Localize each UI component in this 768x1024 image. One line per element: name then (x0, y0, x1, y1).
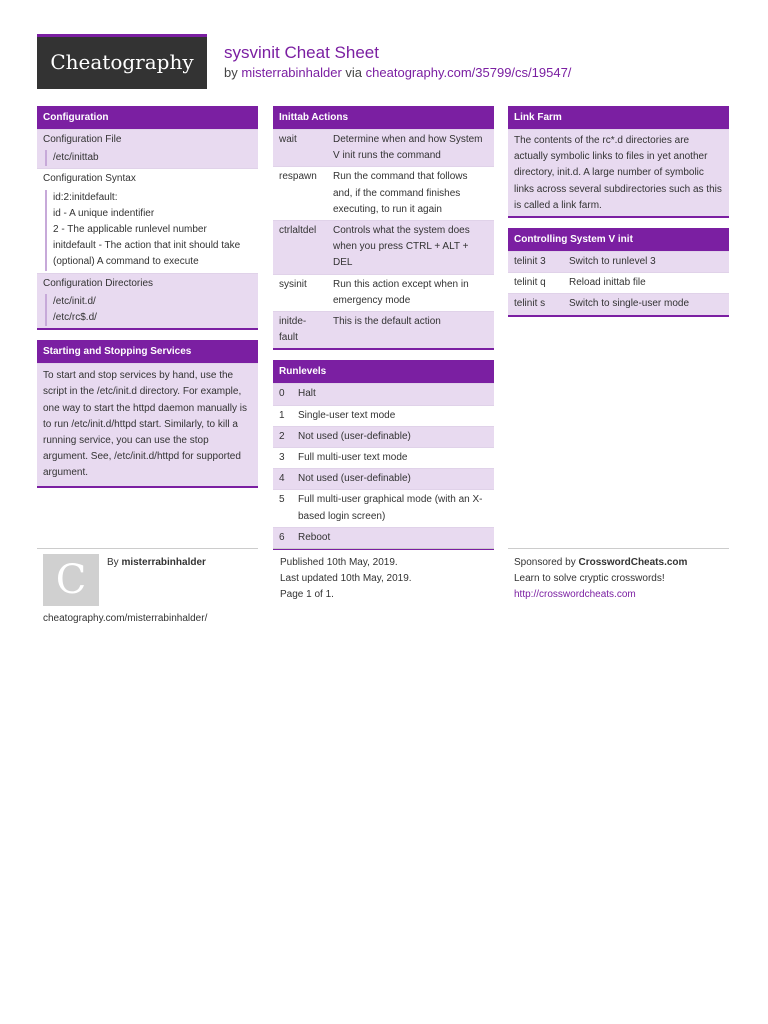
footer-author (107, 555, 206, 571)
syntax-line: (optional) A command to execute (53, 256, 199, 268)
runlevel-row (273, 468, 494, 489)
author-link[interactable]: misterrabinhalder (241, 65, 342, 80)
runlevel-number: 5 (279, 494, 285, 506)
inittab-heading: Inittab Actions (273, 106, 494, 129)
telinit-row (508, 293, 729, 314)
footer-by: By (107, 557, 119, 568)
runlevel-row (273, 405, 494, 426)
config-syntax-lines (45, 190, 252, 271)
runlevels-heading: Runlevels (273, 360, 494, 383)
telinit-command: telinit 3 (514, 256, 546, 268)
author-profile-link[interactable]: cheatography.com/misterrabinhalder/ (43, 613, 208, 624)
runlevel-number: 0 (279, 388, 285, 400)
services-block (37, 340, 258, 487)
runlevel-row (273, 383, 494, 404)
cheatography-logo[interactable] (37, 34, 207, 89)
syntax-line: id - A unique indentifier (53, 207, 155, 219)
sponsor-prefix: Sponsored by (514, 557, 576, 568)
byline (224, 65, 571, 80)
updated-date: Last updated 10th May, 2019. (280, 573, 412, 584)
config-file-value: /etc/inittab (45, 150, 252, 166)
column-1 (37, 106, 258, 498)
inittab-row (273, 166, 494, 220)
sponsor-link[interactable]: http://crosswordcheats.com (514, 589, 636, 600)
runlevel-desc: Single-user text mode (298, 409, 396, 421)
avatar-letter: C (55, 557, 87, 603)
column-2 (273, 106, 494, 560)
runlevel-number: 3 (279, 452, 285, 464)
syntax-line: 2 - The applicable runlevel number (53, 224, 207, 236)
syntax-line: initdefault - The action that init should take (53, 240, 241, 252)
linkfarm-text: The contents of the rc*.d directories are actually symbolic links to files in yet another directory, init.d. A large number of symbolic links across several subdirectories such as this is called a link farm. (508, 129, 729, 216)
action-desc: This is the default action (333, 316, 441, 328)
published-date: Published 10th May, 2019. (280, 557, 398, 568)
runlevels-block (273, 360, 494, 550)
telinit-desc: Switch to single-user mode (569, 298, 690, 310)
by-prefix: by (224, 65, 238, 80)
column-3 (508, 106, 729, 327)
action-name: sysinit (279, 278, 307, 290)
sponsor-tagline: Learn to solve cryptic crosswords! (514, 573, 665, 584)
telinit-row (508, 272, 729, 293)
inittab-row (273, 220, 494, 274)
action-name: wait (279, 134, 297, 145)
runlevel-number: 2 (279, 430, 285, 442)
inittab-block (273, 106, 494, 350)
runlevel-row (273, 426, 494, 447)
runlevel-number: 6 (279, 531, 285, 543)
linkfarm-block (508, 106, 729, 218)
inittab-row (273, 129, 494, 166)
action-name: respawn (279, 171, 317, 183)
runlevel-row (273, 527, 494, 548)
runlevel-number: 4 (279, 473, 285, 485)
syntax-line: id:2:initdefault: (53, 191, 118, 203)
action-name: initde-fault (279, 316, 307, 344)
config-file-label: Configuration File (37, 129, 258, 150)
controlling-heading: Controlling System V init (508, 228, 729, 251)
runlevel-row (273, 447, 494, 468)
page-title: sysvinit Cheat Sheet (224, 43, 379, 62)
configuration-block (37, 106, 258, 330)
footer-divider (273, 548, 494, 549)
runlevel-desc: Full multi-user graphical mode (with an X-based login screen) (298, 494, 483, 522)
action-desc: Determine when and how System V init runs the command (333, 134, 483, 162)
footer-divider (37, 548, 258, 549)
controlling-block (508, 228, 729, 317)
runlevel-desc: Full multi-user text mode (298, 452, 408, 464)
sponsor-name: CrosswordCheats.com (578, 557, 688, 568)
author-avatar[interactable] (43, 554, 99, 606)
logo-accent-bar (37, 34, 207, 37)
via-text: via (345, 65, 363, 80)
action-desc: Run this action except when in emergency mode (333, 278, 469, 306)
telinit-row (508, 251, 729, 272)
inittab-row (273, 274, 494, 311)
services-text: To start and stop services by hand, use the script in the /etc/init.d directory. For example, one way to start the httpd daemon manually is to run /etc/init.d/httpd start. Similarly, to kill a running service, you can use the stop argument. See, /etc/init.d/httpd for supported argument. (37, 363, 258, 485)
config-file-value-row (37, 150, 258, 168)
telinit-desc: Switch to runlevel 3 (569, 256, 656, 268)
action-name: ctrlaltdel (279, 225, 317, 237)
linkfarm-heading: Link Farm (508, 106, 729, 129)
page-number: Page 1 of 1. (280, 589, 334, 600)
sheet-url-link[interactable]: cheatography.com/35799/cs/19547/ (365, 65, 572, 80)
config-dirs-label: Configuration Directories (37, 273, 258, 294)
logo-text: Cheatography (50, 49, 194, 74)
telinit-command: telinit q (514, 277, 546, 289)
config-dirs-row (37, 294, 258, 328)
inittab-row (273, 311, 494, 348)
action-desc: Run the command that follows and, if the command finishes executing, to run it again (333, 171, 468, 215)
action-desc: Controls what the system does when you press CTRL + ALT + DEL (333, 225, 470, 269)
telinit-command: telinit s (514, 298, 546, 310)
config-syntax-label: Configuration Syntax (37, 168, 258, 189)
configuration-heading: Configuration (37, 106, 258, 129)
sponsor-info (514, 555, 687, 603)
services-heading: Starting and Stopping Services (37, 340, 258, 363)
runlevel-desc: Not used (user-definable) (298, 430, 411, 442)
runlevel-desc: Halt (298, 388, 316, 400)
runlevel-row (273, 489, 494, 526)
runlevel-desc: Reboot (298, 531, 331, 543)
footer-author-name: misterrabinhalder (121, 557, 206, 568)
runlevel-number: 1 (279, 409, 285, 421)
footer-divider (508, 548, 729, 549)
config-dir: /etc/rc$.d/ (53, 312, 97, 324)
config-syntax-row (37, 190, 258, 273)
runlevel-desc: Not used (user-definable) (298, 473, 411, 485)
telinit-desc: Reload inittab file (569, 277, 646, 289)
publication-info (280, 555, 412, 603)
config-dir: /etc/init.d/ (53, 295, 96, 307)
config-dirs (45, 294, 252, 326)
sponsor-line (514, 555, 687, 571)
